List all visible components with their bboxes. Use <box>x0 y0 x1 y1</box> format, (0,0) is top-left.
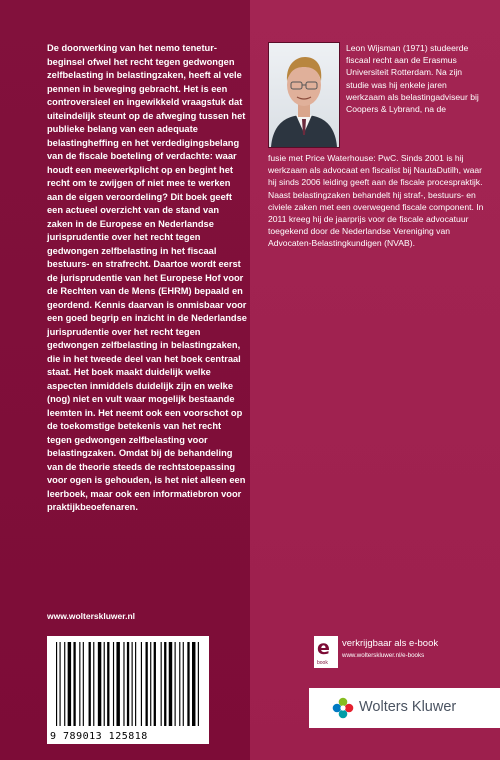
author-bio: fusie met Price Waterhouse: PwC. Sinds 2001 is hij werkzaam als advocaat en fiscalist bij NautaDutilh, waar hij sinds 2006 leiding geeft aan de fiscale procespraktijk. Naast belastingzaken behandelt hij straf-, bestuurs- en civiele zaken met een overwegend fiscale component. In 2011 kreeg hij de jaarprijs voor de fiscale advocatuur toegekend door de Nederlandse Vereniging van Advocaten-Belastingkundigen (NVAB). <box>268 153 484 249</box>
ebook-icon <box>314 636 338 668</box>
ebook-icon-label: book <box>317 660 328 666</box>
isbn-digits: 9 789013 125818 <box>50 731 148 742</box>
wolters-kluwer-logo-icon <box>331 696 355 720</box>
author-bio-top: Leon Wijsman (1971) studeerde fiscaal recht aan de Erasmus Universiteit Rotterdam. Na zijn studie was hij enkele jaren werkzaam als belastingadviseur bij Coopers & Lybrand, na de <box>346 43 479 115</box>
publisher-name: Wolters Kluwer <box>359 699 457 715</box>
ebook-url[interactable]: www.wolterskluwer.nl/e-books <box>342 652 425 659</box>
author-photo <box>268 42 340 148</box>
book-description: De doorwerking van het nemo tenetur-beginsel ofwel het recht tegen gedwongen zelfbelasting in belastingzaken, heeft al vele pennen in beweging gebracht. Het is een controversieel en ingewikkeld vraagstuk dat uiteindelijk steunt op de afweging tussen het publieke belang van een adequate belastingheffing en het verdedigingsbelang van de fiscale boeteling of verdachte: waar houdt een meewerkplicht op en begint het recht om te zwijgen of niet mee te werken aan de eigen veroordeling? Dit boek geeft een actueel overzicht van de stand van zaken in de Europese en Nederlandse jurisprudentie over het recht tegen gedwongen zelfbelasting in het fiscaal bestuurs- en strafrecht. Daartoe wordt eerst de jurisprudentie van het Europese Hof voor de Rechten van de Mens (EHRM) bepaald en geordend. Kennis daarvan is onmisbaar voor een goed begrip en inzicht in de Nederlandse jurisprudentie over het recht tegen gedwongen zelfbelasting in belastingzaken, die in het tweede deel van het boek centraal staat. Het boek maakt duidelijk welke aspecten inmiddels duidelijk zijn en welke (nog) niet en vult waar mogelijk bestaande leemten in. Het neemt ook een voorschot op de toekomstige betekenis van het recht tegen gedwongen zelfbelasting voor belastingzaken. Omdat bij de behandeling van de theorie steeds de rechtstoepassing voor ogen is gehouden, is het niet alleen een leerboek, maar ook een informatiebron voor praktijkbeoefenaren. <box>47 43 247 512</box>
publisher-logo <box>309 688 500 728</box>
ebook-title: verkrijgbaar als e-book <box>342 638 439 649</box>
ebook-icon-letter: e <box>317 637 330 659</box>
publisher-website[interactable]: www.wolterskluwer.nl <box>47 611 136 621</box>
isbn-barcode <box>47 636 209 744</box>
barcode-bars <box>52 642 204 726</box>
